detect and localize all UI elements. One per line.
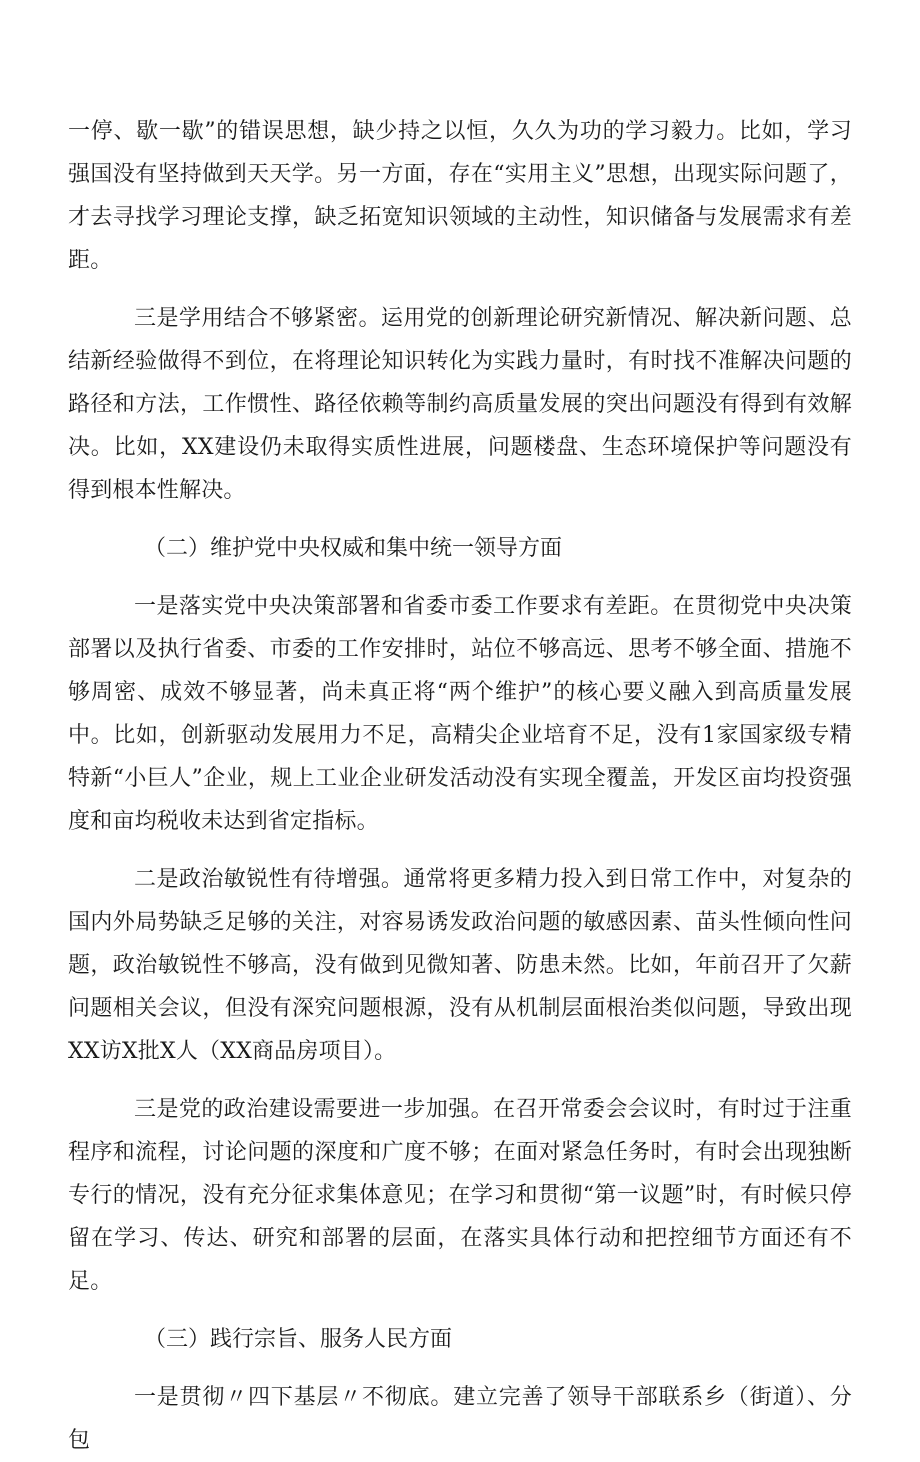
- section-heading-2: （二）维护党中央权威和集中统一领导方面: [144, 536, 563, 561]
- paragraph-1: 一停、歇一歇”的错误思想，缺少持之以恒，久久为功的学习毅力。比如，学习强国没有坚持做到天天学。另一方面，存在“实用主义”思想，出现实际问题了，才去寻找学习理论支撑，缺乏拓宽知识领域的主动性，知识储备与发展需求有差距。: [68, 119, 852, 273]
- section-heading-3: （三）践行宗旨、服务人民方面: [144, 1327, 453, 1352]
- paragraph-6: 一是贯彻〃四下基层〃不彻底。建立完善了领导干部联系乡（街道）、分包: [68, 1385, 852, 1453]
- document-page: [68, 110, 852, 1462]
- paragraph-3: 一是落实党中央决策部署和省委市委工作要求有差距。在贯彻党中央决策部署以及执行省委、市委的工作安排时，站位不够高远、思考不够全面、措施不够周密、成效不够显著，尚未真正将“两个维护”的核心要义融入到高质量发展中。比如，创新驱动发展用力不足，高精尖企业培育不足，没有1家国家级专精特新“小巨人”企业，规上工业企业研发活动没有实现全覆盖，开发区亩均投资强度和亩均税收未达到省定指标。: [68, 594, 852, 834]
- paragraph-4: 二是政治敏锐性有待增强。通常将更多精力投入到日常工作中，对复杂的国内外局势缺乏足够的关注，对容易诱发政治问题的敏感因素、苗头性倾向性问题，政治敏锐性不够高，没有做到见微知著、防患未然。比如，年前召开了欠薪问题相关会议，但没有深究问题根源，没有从机制层面根治类似问题，导致出现XX访X批X人（XX商品房项目）。: [68, 867, 852, 1064]
- paragraph-5: 三是党的政治建设需要进一步加强。在召开常委会会议时，有时过于注重程序和流程，讨论问题的深度和广度不够；在面对紧急任务时，有时会出现独断专行的情况，没有充分征求集体意见；在学习和贯彻“第一议题”时，有时候只停留在学习、传达、研究和部署的层面，在落实具体行动和把控细节方面还有不足。: [68, 1097, 852, 1294]
- paragraph-2: 三是学用结合不够紧密。运用党的创新理论研究新情况、解决新问题、总结新经验做得不到位，在将理论知识转化为实践力量时，有时找不准解决问题的路径和方法，工作惯性、路径依赖等制约高质量发展的突出问题没有得到有效解决。比如，XX建设仍未取得实质性进展，问题楼盘、生态环境保护等问题没有得到根本性解决。: [68, 306, 852, 503]
